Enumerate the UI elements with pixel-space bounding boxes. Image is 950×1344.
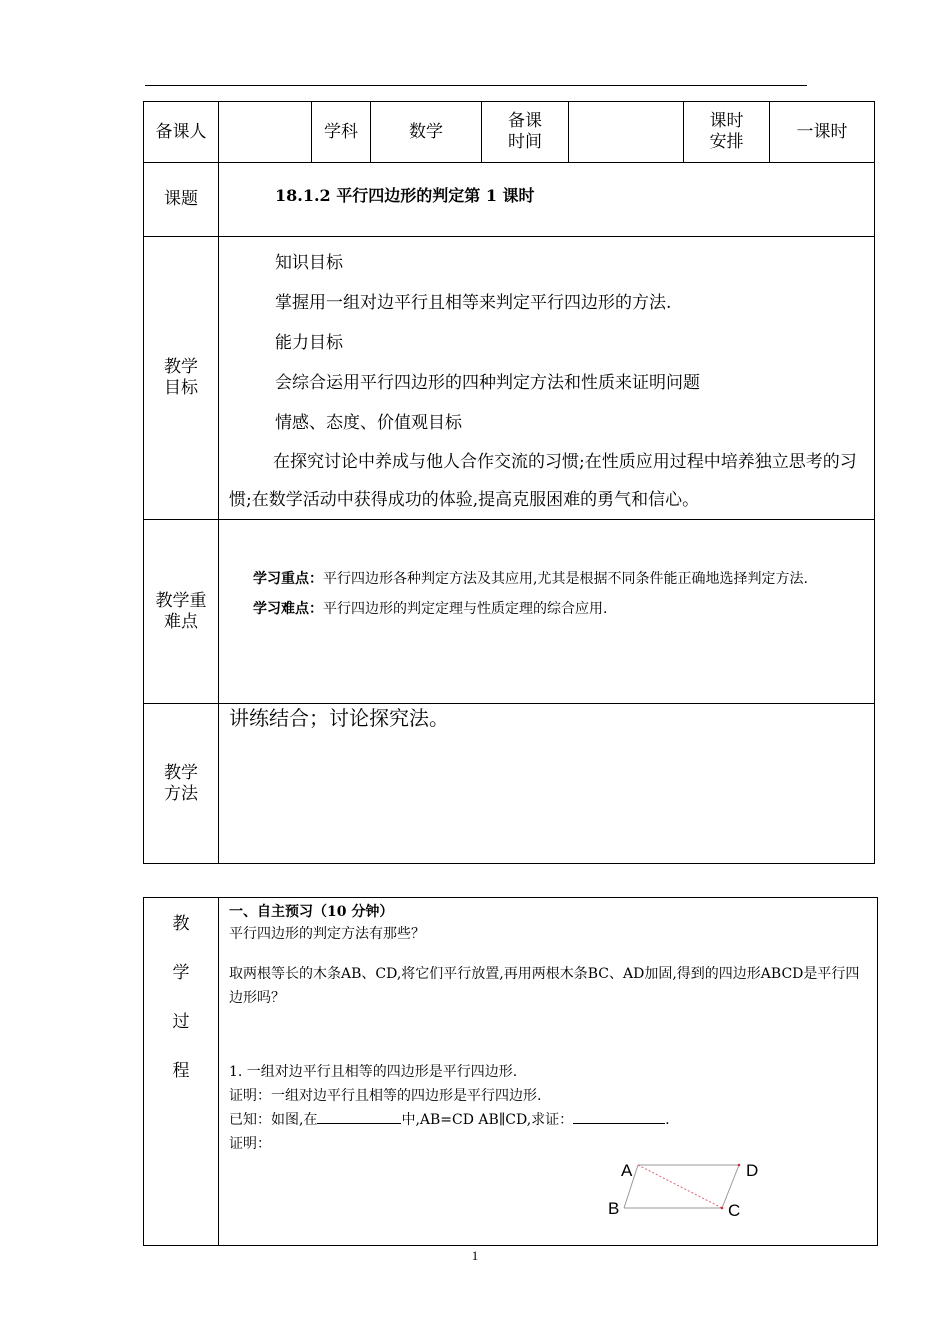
process-label-char-4: 程	[172, 1061, 190, 1081]
given-end: .	[665, 1112, 670, 1128]
focus-paragraph	[229, 564, 866, 594]
schedule-value: 一课时	[770, 102, 875, 163]
topic-label: 课题	[144, 163, 219, 237]
key-points-content	[219, 520, 875, 704]
method-row	[144, 704, 875, 864]
focus-text: 平行四边形各种判定方法及其应用,尤其是根据不同条件能正确地选择判定方法.	[323, 571, 808, 587]
preparer-label: 备课人	[144, 102, 219, 163]
subject-value: 数学	[371, 102, 482, 163]
preparer-value	[219, 102, 312, 163]
prep-time-value	[569, 102, 684, 163]
process-label	[144, 898, 219, 1246]
emotion-heading: 情感、态度、价值观目标	[275, 413, 462, 433]
focus-label: 学习重点：	[253, 571, 323, 587]
top-rule	[145, 85, 807, 86]
proof-intro: 证明：一组对边平行且相等的四边形是平行四边形.	[229, 1088, 542, 1104]
given-prefix: 已知：如图,在	[229, 1112, 318, 1128]
difficulty-text: 平行四边形的判定定理与性质定理的综合应用.	[323, 601, 608, 617]
ability-heading: 能力目标	[275, 333, 343, 353]
knowledge-text: 掌握用一组对边平行且相等来判定平行四边形的方法.	[275, 293, 672, 313]
label-a: A	[621, 1161, 633, 1180]
topic-row	[144, 163, 875, 237]
point-c	[721, 1207, 724, 1210]
ability-text: 会综合运用平行四边形的四种判定方法和性质来证明问题	[275, 373, 700, 393]
difficulty-paragraph	[229, 594, 866, 624]
label-d: D	[746, 1161, 759, 1180]
subject-label: 学科	[312, 102, 371, 163]
header-row	[144, 102, 875, 163]
preview-question: 平行四边形的判定方法有那些？	[229, 926, 425, 942]
key-points-row	[144, 520, 875, 704]
label-c: C	[728, 1201, 741, 1220]
process-label-char-2: 学	[172, 963, 190, 983]
diagonal-ac	[638, 1165, 722, 1208]
activity-text: 取两根等长的木条AB、CD,将它们平行放置,再用两根木条BC、AD加固,得到的四边形ABCD是平行四边形吗？	[229, 966, 860, 1006]
process-content	[219, 898, 878, 1246]
prep-time-label	[482, 102, 569, 163]
schedule-label	[684, 102, 770, 163]
goals-content	[219, 237, 875, 520]
page-number: 1	[471, 1248, 479, 1263]
point-d	[738, 1164, 741, 1167]
given-line	[229, 1108, 873, 1132]
method-label-text: 教学方法	[164, 762, 198, 804]
goals-label-text: 教学目标	[164, 357, 198, 398]
prep-time-label-text: 备课时间	[508, 111, 542, 152]
schedule-label-text: 课时安排	[709, 111, 744, 152]
key-points-label	[144, 520, 219, 704]
section-title: 一、自主预习（10 分钟）	[229, 904, 394, 920]
goals-label	[144, 237, 219, 520]
method-content	[219, 704, 875, 864]
emotion-text: 在探究讨论中养成与他人合作交流的习惯;在性质应用过程中培养独立思考的习惯;在数学活动中获得成功的体验,提高克服困难的勇气和信心。	[229, 452, 857, 510]
key-points-label-text: 教学重难点	[155, 590, 207, 632]
method-label	[144, 704, 219, 864]
process-label-char-1: 教	[172, 914, 190, 934]
lesson-plan-table	[143, 101, 875, 864]
method-value: 讲练结合；讨论探究法。	[229, 706, 449, 730]
figure-name-blank[interactable]	[317, 1109, 401, 1124]
given-middle: 中,AB=CD AB∥CD,求证：	[401, 1112, 574, 1128]
difficulty-label: 学习难点：	[253, 601, 323, 617]
label-b: B	[608, 1199, 620, 1218]
knowledge-heading: 知识目标	[275, 253, 343, 273]
topic-value: 18.1.2 平行四边形的判定第 1 课时	[219, 163, 875, 237]
prove-blank[interactable]	[573, 1109, 665, 1124]
item-1: 1. 一组对边平行且相等的四边形是平行四边形.	[229, 1064, 518, 1080]
parallelogram-figure	[602, 1152, 772, 1222]
process-label-char-3: 过	[172, 1012, 190, 1032]
goals-row	[144, 237, 875, 520]
proof-label: 证明：	[229, 1136, 271, 1152]
